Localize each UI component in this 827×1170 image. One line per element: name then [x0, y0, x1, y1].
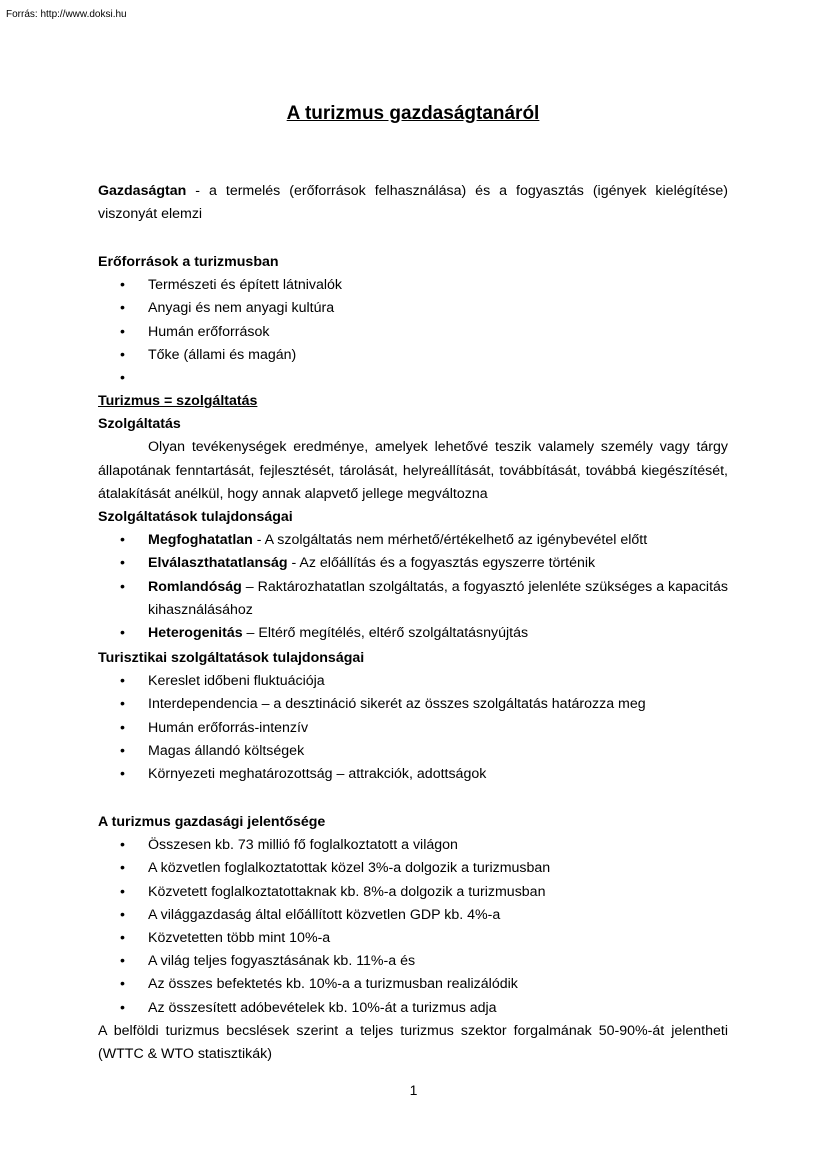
- list-item: • Magas állandó költségek: [98, 740, 728, 763]
- list-item: • Természeti és épített látnivalók: [98, 274, 728, 297]
- list-item: • Környezeti meghatározottság – attrakciók, adottságok: [98, 763, 728, 786]
- service-properties-heading: Szolgáltatások tulajdonságai: [98, 509, 293, 525]
- bullet-icon: •: [120, 277, 125, 294]
- service-definition: Olyan tevékenységek eredménye, amelyek lehetővé teszik valamely személy vagy tárgy állapotának fenntartását, fejlesztését, tárolását, helyreállítását, továbbítását, továbbá kiegészítését, átalakítását anélkül, hogy annak alapvető jellege megváltozna: [98, 439, 728, 502]
- bullet-icon: •: [120, 370, 125, 387]
- list-item: • Humán erőforrás-intenzív: [98, 717, 728, 740]
- bullet-icon: •: [120, 346, 125, 363]
- list-item: • Elválaszthatatlanság - Az előállítás és a fogyasztás egyszerre történik: [98, 552, 728, 575]
- list-item: • Az összesített adóbevételek kb. 10%-át a turizmus adja: [98, 997, 728, 1020]
- bullet-icon: •: [120, 860, 125, 877]
- intro-term: Gazdaságtan: [98, 183, 187, 199]
- page-title: A turizmus gazdaságtanáról: [286, 103, 540, 124]
- tourist-service-properties-heading: Turisztikai szolgáltatások tulajdonságai: [98, 650, 365, 666]
- list-item: • Az összes befektetés kb. 10%-a a turizmusban realizálódik: [98, 973, 728, 996]
- list-item: • Kereslet időbeni fluktuációja: [98, 670, 728, 693]
- bullet-icon: •: [120, 625, 125, 642]
- bullet-icon: •: [120, 555, 125, 572]
- bullet-icon: •: [120, 837, 125, 854]
- bullet-icon: •: [120, 578, 125, 595]
- bullet-icon: •: [120, 323, 125, 340]
- bullet-icon: •: [120, 883, 125, 900]
- list-item: • Közvetett foglalkoztatottaknak kb. 8%-a dolgozik a turizmusban: [98, 881, 728, 904]
- bullet-icon: •: [120, 766, 125, 783]
- resources-heading: Erőforrások a turizmusban: [98, 254, 279, 270]
- intro-text: - a termelés (erőforrások felhasználása) és a fogyasztás (igények kielégítése) viszonyát elemzi: [98, 183, 728, 223]
- list-item: • Megfoghatatlan - A szolgáltatás nem mérhető/értékelhető az igénybevétel előtt: [98, 529, 728, 552]
- economic-significance-heading: A turizmus gazdasági jelentősége: [98, 814, 326, 830]
- bullet-icon: •: [120, 532, 125, 549]
- source-note: Forrás: http://www.doksi.hu: [6, 9, 127, 20]
- list-item: • A világgazdaság által előállított közvetlen GDP kb. 4%-a: [98, 904, 728, 927]
- bullet-icon: •: [120, 999, 125, 1016]
- service-properties-list: [98, 529, 728, 645]
- bullet-icon: •: [120, 673, 125, 690]
- page-number: 1: [409, 1082, 418, 1098]
- resources-list: [98, 274, 728, 390]
- service-subheading: Szolgáltatás: [98, 416, 181, 433]
- intro-paragraph: [98, 180, 728, 226]
- list-item: • Közvetetten több mint 10%-a: [98, 927, 728, 950]
- list-item: • A világ teljes fogyasztásának kb. 11%-a és: [98, 950, 728, 973]
- bullet-icon: •: [120, 300, 125, 317]
- service-section: [98, 390, 728, 506]
- bullet-icon: •: [120, 976, 125, 993]
- list-item: • Interdependencia – a desztináció sikerét az összes szolgáltatás határozza meg: [98, 693, 728, 716]
- bullet-icon: •: [120, 742, 125, 759]
- tourism-service-heading: Turizmus = szolgáltatás: [98, 393, 258, 409]
- list-item: • Romlandóság – Raktározhatatlan szolgáltatás, a fogyasztó jelenléte szükséges a kapacitás kihasználásához: [98, 576, 728, 622]
- tourist-service-properties-section: [98, 647, 728, 786]
- list-item: • Anyagi és nem anyagi kultúra: [98, 297, 728, 320]
- service-properties-section: [98, 506, 728, 645]
- list-item: • Humán erőforrások: [98, 321, 728, 344]
- list-item: • Tőke (állami és magán): [98, 344, 728, 367]
- economic-significance-section: [98, 811, 728, 1066]
- tourist-service-properties-list: [98, 670, 728, 786]
- bullet-icon: •: [120, 696, 125, 713]
- closing-paragraph: A belföldi turizmus becslések szerint a teljes turizmus szektor forgalmának 50-90%-át jelentheti (WTTC & WTO statisztikák): [98, 1022, 728, 1063]
- economic-significance-list: [98, 834, 728, 1020]
- bullet-icon: •: [120, 719, 125, 736]
- bullet-icon: •: [120, 953, 125, 970]
- list-item: • A közvetlen foglalkoztatottak közel 3%-a dolgozik a turizmusban: [98, 857, 728, 880]
- list-item: • Heterogenitás – Eltérő megítélés, eltérő szolgáltatásnyújtás: [98, 622, 728, 645]
- bullet-icon: •: [120, 930, 125, 947]
- resources-section: [98, 251, 728, 390]
- list-item: • Összesen kb. 73 millió fő foglalkoztatott a világon: [98, 834, 728, 857]
- list-item: [98, 367, 728, 390]
- bullet-icon: •: [120, 906, 125, 923]
